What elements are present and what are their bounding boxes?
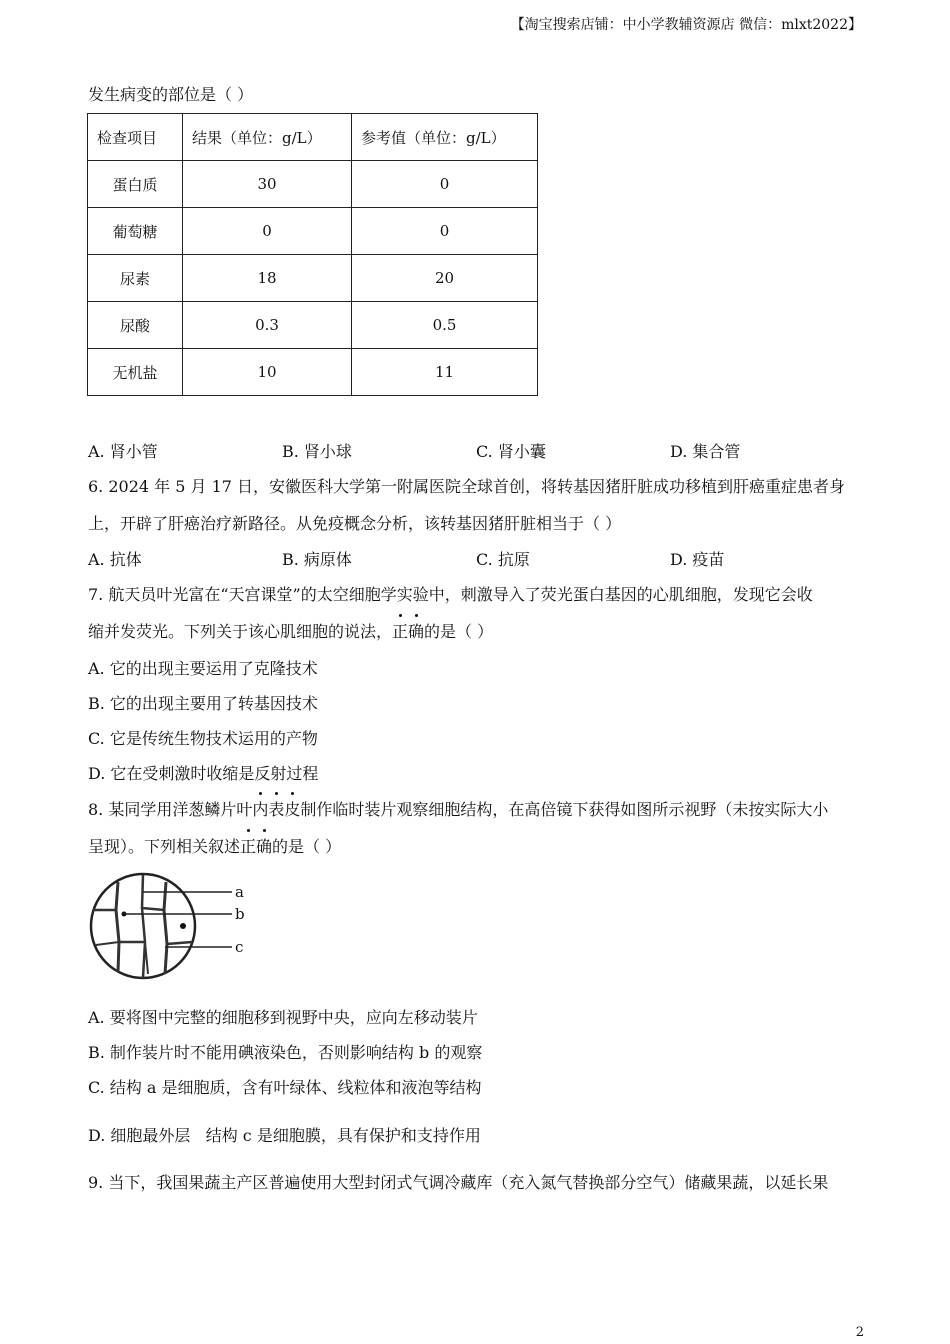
table-cell: 尿酸 — [88, 302, 183, 349]
q8-option-c: C. 结构 a 是细胞质，含有叶绿体、线粒体和液泡等结构 — [88, 1078, 482, 1097]
emphasis-char: 确 — [408, 619, 424, 642]
q8-line-1 — [88, 797, 828, 820]
table-cell: 蛋白质 — [88, 161, 183, 208]
q7-line-2 — [88, 619, 493, 642]
q5-option-c: C. 肾小囊 — [476, 442, 546, 461]
q6-option-a: A. 抗体 — [88, 550, 142, 569]
onion-cell-micrograph — [88, 870, 258, 982]
q8-line-2-text: 呈现）。下列相关叙述 — [88, 837, 241, 856]
q8-line-1-text: 8. 某同学用洋葱鳞片叶 — [88, 800, 253, 819]
q6-line-1: 6. 2024 年 5 月 17 日，安徽医科大学第一附属医院全球首创，将转基因猪肝脏成功移植到肝癌重症患者身 — [88, 477, 846, 496]
q8-option-b: B. 制作装片时不能用碘液染色，否则影响结构 b 的观察 — [88, 1043, 483, 1062]
table-header-row — [88, 114, 538, 161]
table-row — [88, 349, 538, 396]
table-cell: 0.3 — [183, 302, 352, 349]
label-c: c — [235, 938, 244, 956]
table-header: 参考值（单位：g/L） — [352, 114, 538, 161]
table-cell: 0 — [352, 208, 538, 255]
q6-option-c: C. 抗原 — [476, 550, 530, 569]
q7-line-2-text: 缩并发荧光。下列关于该心肌细胞的说法， — [88, 622, 393, 641]
emphasis-char: 皮 — [284, 797, 300, 820]
q6-line-2: 上，开辟了肝癌治疗新路径。从免疫概念分析，该转基因猪肝脏相当于（ ） — [88, 514, 622, 533]
label-b: b — [235, 905, 245, 923]
q8-option-a: A. 要将图中完整的细胞移到视野中央，应向左移动装片 — [88, 1008, 478, 1027]
table-cell: 0.5 — [352, 302, 538, 349]
emphasis-char: 确 — [256, 834, 272, 857]
table-cell: 20 — [352, 255, 538, 302]
nucleus-dot — [180, 923, 186, 929]
q7-option-b: B. 它的出现主要用了转基因技术 — [88, 694, 318, 713]
emphasis-char: 正 — [240, 834, 256, 857]
table-row — [88, 208, 538, 255]
q5-stem: 发生病变的部位是（ ） — [88, 85, 254, 104]
q8-line-1-tail: 制作临时装片观察细胞结构，在高倍镜下获得如图所示视野（未按实际大小 — [300, 800, 829, 819]
table-cell: 11 — [352, 349, 538, 396]
table-cell: 葡萄糖 — [88, 208, 183, 255]
emphasis-char: 内 — [252, 797, 268, 820]
q5-option-b: B. 肾小球 — [282, 442, 352, 461]
table-cell: 30 — [183, 161, 352, 208]
label-a: a — [235, 883, 244, 901]
table-cell: 10 — [183, 349, 352, 396]
table-row — [88, 255, 538, 302]
table-cell: 18 — [183, 255, 352, 302]
q7-line-2-tail: 的是（ ） — [424, 622, 494, 641]
q7-option-a: A. 它的出现主要运用了克隆技术 — [88, 659, 318, 678]
q5-option-d: D. 集合管 — [670, 442, 741, 461]
emphasis-char: 表 — [268, 797, 284, 820]
q5-option-a: A. 肾小管 — [88, 442, 158, 461]
emphasis-char: 正 — [392, 619, 408, 642]
q8-option-d: D. 细胞最外层 结构 c 是细胞膜，具有保护和支持作用 — [88, 1126, 481, 1145]
q7-option-d: D. 它在受刺激时收缩是反射过程 — [88, 764, 319, 783]
q6-option-d: D. 疫苗 — [670, 550, 725, 569]
table-header: 检查项目 — [88, 114, 183, 161]
table-cell: 尿素 — [88, 255, 183, 302]
q7-line-1: 7. 航天员叶光富在“天宫课堂”的太空细胞学实验中，刺激导入了荧光蛋白基因的心肌细胞，发现它会收 — [88, 585, 813, 604]
table-header: 结果（单位：g/L） — [183, 114, 352, 161]
table-cell: 0 — [183, 208, 352, 255]
q9-line-1: 9. 当下，我国果蔬主产区普遍使用大型封闭式气调冷藏库（充入氮气替换部分空气）储藏果蔬，以延长果 — [88, 1173, 829, 1192]
q7-option-c: C. 它是传统生物技术运用的产物 — [88, 729, 318, 748]
q8-line-2 — [88, 834, 341, 857]
exam-results-table — [87, 113, 538, 396]
page-number: 2 — [855, 1325, 864, 1340]
page-header: 【淘宝搜索店铺：中小学教辅资源店 微信：mlxt2022】 — [510, 17, 862, 33]
q6-option-b: B. 病原体 — [282, 550, 352, 569]
q8-line-2-tail: 的是（ ） — [272, 837, 342, 856]
table-cell: 无机盐 — [88, 349, 183, 396]
table-row — [88, 302, 538, 349]
table-row — [88, 161, 538, 208]
table-cell: 0 — [352, 161, 538, 208]
